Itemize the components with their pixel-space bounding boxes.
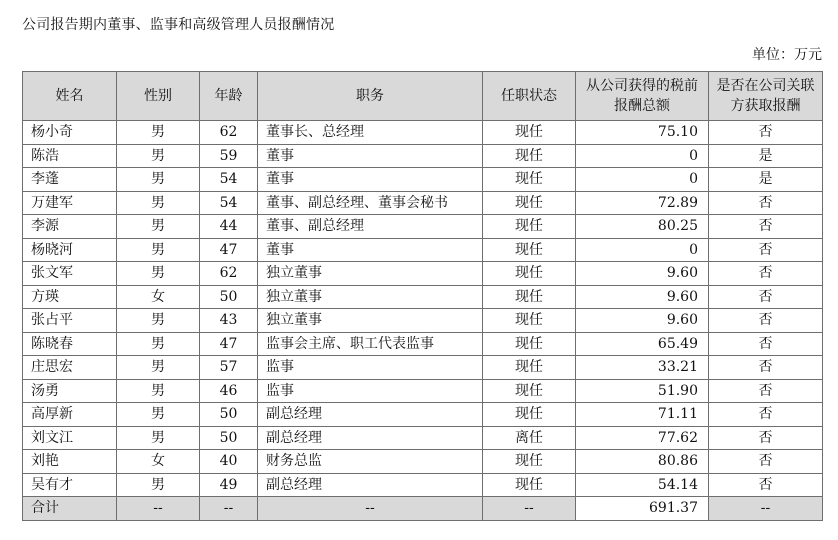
cell-compensation: 33.21 <box>576 356 709 380</box>
header-name: 姓名 <box>23 72 117 121</box>
cell-age: 49 <box>200 473 258 497</box>
table-row <box>23 285 823 309</box>
cell-status: 现任 <box>483 215 576 239</box>
cell-position: 监事 <box>258 356 483 380</box>
cell-gender: 男 <box>117 426 200 450</box>
cell-status: 现任 <box>483 191 576 215</box>
cell-gender: 男 <box>117 379 200 403</box>
cell-name: 杨晓河 <box>23 238 117 262</box>
cell-related-party: 否 <box>709 285 823 309</box>
cell-gender: 男 <box>117 238 200 262</box>
cell-name: 李蓬 <box>23 168 117 192</box>
cell-name: 高厚新 <box>23 403 117 427</box>
cell-gender: 男 <box>117 356 200 380</box>
cell-position: 副总经理 <box>258 473 483 497</box>
cell-age: 50 <box>200 403 258 427</box>
cell-position: 董事 <box>258 168 483 192</box>
cell-status: 现任 <box>483 168 576 192</box>
cell-status: 离任 <box>483 426 576 450</box>
cell-age: 47 <box>200 332 258 356</box>
cell-age: 40 <box>200 450 258 474</box>
total-cell: -- <box>709 497 823 521</box>
total-row <box>23 497 823 521</box>
table-row <box>23 426 823 450</box>
cell-name: 刘艳 <box>23 450 117 474</box>
cell-compensation: 77.62 <box>576 426 709 450</box>
table-row <box>23 144 823 168</box>
cell-compensation: 80.25 <box>576 215 709 239</box>
cell-compensation: 54.14 <box>576 473 709 497</box>
cell-position: 董事 <box>258 144 483 168</box>
cell-status: 现任 <box>483 238 576 262</box>
header-age: 年龄 <box>200 72 258 121</box>
cell-age: 44 <box>200 215 258 239</box>
cell-age: 59 <box>200 144 258 168</box>
cell-position: 董事、副总经理 <box>258 215 483 239</box>
cell-related-party: 是 <box>709 168 823 192</box>
table-row <box>23 356 823 380</box>
cell-gender: 女 <box>117 450 200 474</box>
cell-status: 现任 <box>483 473 576 497</box>
cell-age: 62 <box>200 262 258 286</box>
cell-compensation: 9.60 <box>576 309 709 333</box>
header-gender: 性别 <box>117 72 200 121</box>
cell-gender: 男 <box>117 121 200 145</box>
cell-compensation: 9.60 <box>576 285 709 309</box>
cell-position: 副总经理 <box>258 403 483 427</box>
cell-compensation: 65.49 <box>576 332 709 356</box>
cell-related-party: 否 <box>709 403 823 427</box>
cell-status: 现任 <box>483 403 576 427</box>
cell-related-party: 是 <box>709 144 823 168</box>
table-row <box>23 238 823 262</box>
total-cell: -- <box>200 497 258 521</box>
cell-gender: 男 <box>117 473 200 497</box>
cell-name: 万建军 <box>23 191 117 215</box>
header-compensation: 从公司获得的税前报酬总额 <box>576 72 709 121</box>
cell-name: 庄思宏 <box>23 356 117 380</box>
cell-name: 李源 <box>23 215 117 239</box>
cell-compensation: 9.60 <box>576 262 709 286</box>
table-row <box>23 309 823 333</box>
cell-related-party: 否 <box>709 121 823 145</box>
table-row <box>23 191 823 215</box>
table-row <box>23 262 823 286</box>
table-header-row <box>23 72 823 121</box>
table-row <box>23 403 823 427</box>
cell-age: 54 <box>200 168 258 192</box>
cell-related-party: 否 <box>709 309 823 333</box>
cell-gender: 男 <box>117 168 200 192</box>
cell-status: 现任 <box>483 121 576 145</box>
cell-related-party: 否 <box>709 262 823 286</box>
total-cell: -- <box>117 497 200 521</box>
cell-related-party: 否 <box>709 473 823 497</box>
cell-age: 50 <box>200 426 258 450</box>
cell-gender: 男 <box>117 262 200 286</box>
cell-position: 监事 <box>258 379 483 403</box>
cell-status: 现任 <box>483 285 576 309</box>
cell-position: 财务总监 <box>258 450 483 474</box>
cell-compensation: 0 <box>576 238 709 262</box>
cell-status: 现任 <box>483 356 576 380</box>
cell-compensation: 72.89 <box>576 191 709 215</box>
cell-related-party: 否 <box>709 356 823 380</box>
cell-age: 46 <box>200 379 258 403</box>
table-row <box>23 473 823 497</box>
cell-position: 独立董事 <box>258 285 483 309</box>
table-row <box>23 121 823 145</box>
total-cell: -- <box>258 497 483 521</box>
table-row <box>23 379 823 403</box>
table-row <box>23 168 823 192</box>
cell-related-party: 否 <box>709 215 823 239</box>
cell-related-party: 否 <box>709 238 823 262</box>
cell-related-party: 否 <box>709 426 823 450</box>
cell-name: 陈浩 <box>23 144 117 168</box>
cell-related-party: 否 <box>709 379 823 403</box>
cell-related-party: 否 <box>709 191 823 215</box>
cell-position: 董事长、总经理 <box>258 121 483 145</box>
cell-compensation: 71.11 <box>576 403 709 427</box>
cell-name: 汤勇 <box>23 379 117 403</box>
cell-name: 吴有才 <box>23 473 117 497</box>
cell-gender: 男 <box>117 309 200 333</box>
cell-name: 杨小奇 <box>23 121 117 145</box>
header-position: 职务 <box>258 72 483 121</box>
cell-name: 陈晓春 <box>23 332 117 356</box>
cell-gender: 男 <box>117 215 200 239</box>
header-related-party: 是否在公司关联方获取报酬 <box>709 72 823 121</box>
cell-position: 监事会主席、职工代表监事 <box>258 332 483 356</box>
cell-name: 方瑛 <box>23 285 117 309</box>
cell-position: 独立董事 <box>258 309 483 333</box>
cell-position: 董事、副总经理、董事会秘书 <box>258 191 483 215</box>
total-cell: -- <box>483 497 576 521</box>
report-title: 公司报告期内董事、监事和高级管理人员报酬情况 <box>22 17 335 33</box>
cell-related-party: 否 <box>709 332 823 356</box>
cell-gender: 男 <box>117 191 200 215</box>
total-compensation: 691.37 <box>576 497 709 521</box>
cell-compensation: 0 <box>576 168 709 192</box>
compensation-table <box>22 71 823 521</box>
cell-gender: 男 <box>117 332 200 356</box>
cell-related-party: 否 <box>709 450 823 474</box>
cell-position: 董事 <box>258 238 483 262</box>
cell-status: 现任 <box>483 450 576 474</box>
cell-age: 62 <box>200 121 258 145</box>
cell-age: 43 <box>200 309 258 333</box>
cell-name: 张占平 <box>23 309 117 333</box>
cell-status: 现任 <box>483 332 576 356</box>
cell-status: 现任 <box>483 262 576 286</box>
table-row <box>23 450 823 474</box>
table-row <box>23 215 823 239</box>
total-label: 合计 <box>23 497 117 521</box>
table-row <box>23 332 823 356</box>
cell-compensation: 0 <box>576 144 709 168</box>
unit-label: 单位：万元 <box>752 47 822 63</box>
cell-position: 独立董事 <box>258 262 483 286</box>
cell-compensation: 51.90 <box>576 379 709 403</box>
cell-status: 现任 <box>483 379 576 403</box>
cell-status: 现任 <box>483 309 576 333</box>
cell-name: 刘文江 <box>23 426 117 450</box>
cell-position: 副总经理 <box>258 426 483 450</box>
cell-name: 张文军 <box>23 262 117 286</box>
cell-gender: 女 <box>117 285 200 309</box>
cell-gender: 男 <box>117 144 200 168</box>
cell-age: 54 <box>200 191 258 215</box>
cell-compensation: 80.86 <box>576 450 709 474</box>
header-status: 任职状态 <box>483 72 576 121</box>
cell-status: 现任 <box>483 144 576 168</box>
cell-age: 47 <box>200 238 258 262</box>
cell-compensation: 75.10 <box>576 121 709 145</box>
cell-age: 50 <box>200 285 258 309</box>
cell-age: 57 <box>200 356 258 380</box>
cell-gender: 男 <box>117 403 200 427</box>
